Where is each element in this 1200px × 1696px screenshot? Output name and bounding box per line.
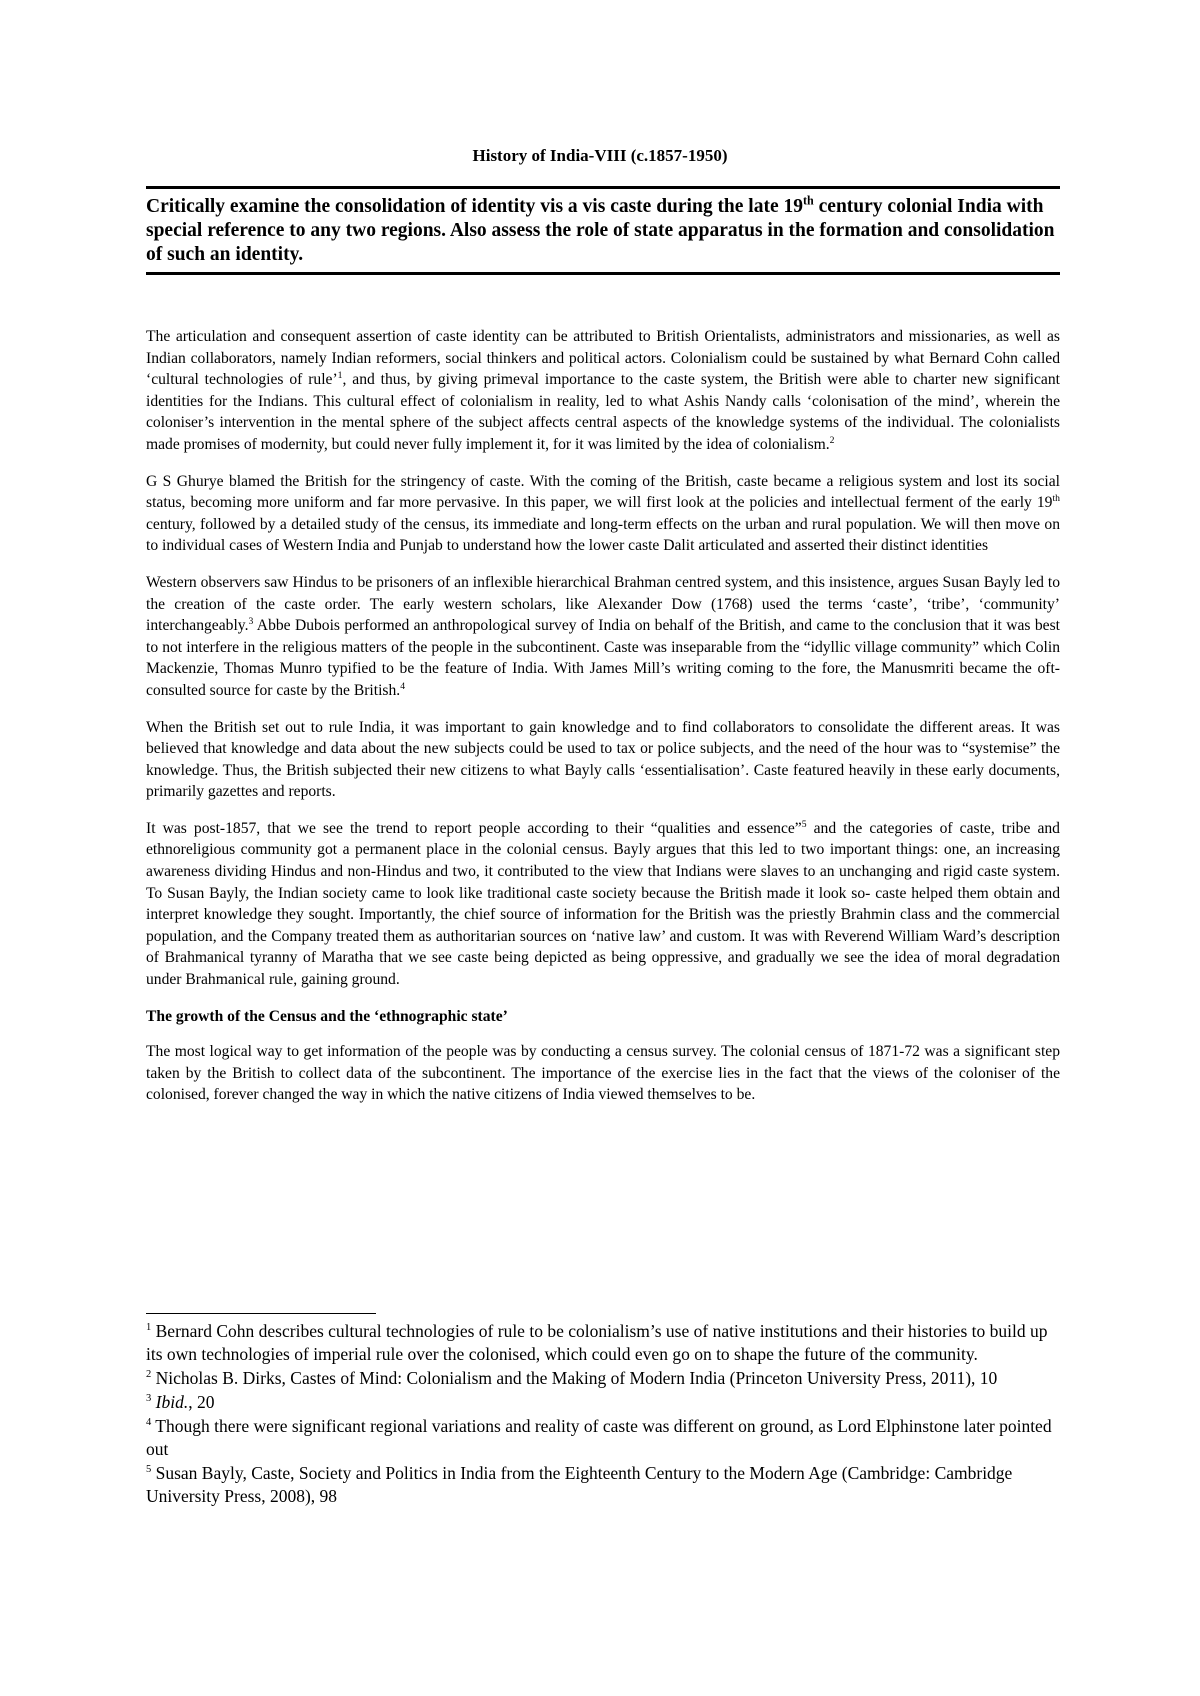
essay-question: [146, 186, 1060, 275]
paragraph-5-text-b: and the categories of caste, tribe and ethnoreligious community got a permanent place in the colonial census. Bayly argues that this led to two important things: one, an increasing awareness dividing Hindus and non-Hindus and two, it contributed to the view that Indians were slaves to an unchanging and rigid caste system. To Susan Bayly, the Indian society came to look like traditional caste society because the British made it look so- caste helped them obtain and interpret knowledge they sought. Importantly, the chief source of information for the British was the priestly Brahmin class and the commercial population, and the Company treated them as authoritarian sources on ‘native law’ and custom. It was with Reverend William Ward’s description of Brahmanical tyranny of Maratha that we see caste being depicted as being oppressive, and gradually we see the idea of moral degradation under Brahmanical rule, gaining ground.: [146, 819, 1060, 989]
footnote-1: [146, 1320, 1060, 1366]
footnote-ibid: Ibid.: [155, 1392, 189, 1412]
footnote-4: [146, 1415, 1060, 1461]
paragraph-2-text-b: century, followed by a detailed study of the census, its immediate and long-term effects on the urban and rural population. We will then move on to individual cases of Western India and Punjab to understand how the lower caste Dalit articulated and asserted their distinct identities: [146, 515, 1060, 555]
footnote-ref-5[interactable]: 5: [801, 818, 807, 830]
paragraph-1-text-b: , and thus, by giving primeval importance to the caste system, the British were able to charter new significant identities for the Indians. This cultural effect of colonialism in reality, led to what Ashis Nandy calls ‘colonisation of the mind’, wherein the coloniser’s intervention in the mental sphere of the subject affects central aspects of the knowledge systems of the individual. The colonialists made promises of modernity, but could never fully implement it, for it was limited by the idea of colonialism.: [146, 371, 1060, 453]
paragraph-1: [146, 326, 1060, 456]
footnote-text: Though there were significant regional variations and reality of caste was different on ground, as Lord Elphinstone later pointed out: [146, 1416, 1052, 1459]
footnote-ref-4[interactable]: 4: [400, 680, 406, 692]
footnote-2: [146, 1367, 1060, 1390]
paragraph-5-text-a: It was post-1857, that we see the trend to report people according to their “qualities and essence”: [146, 819, 802, 837]
footnote-number: 5: [146, 1464, 152, 1476]
paragraph-2-superscript: th: [1052, 492, 1060, 504]
footnote-number: 1: [146, 1322, 152, 1334]
footnote-5: [146, 1462, 1060, 1508]
paragraph-5: [146, 818, 1060, 991]
paragraph-2-text-a: G S Ghurye blamed the British for the stringency of caste. With the coming of the British, caste became a religious system and lost its social status, becoming more uniform and far more pervasive. In this paper, we will first look at the policies and intellectual ferment of the early 19: [146, 472, 1060, 512]
paragraph-6: The most logical way to get information of the people was by conducting a census survey. The colonial census of 1871-72 was a significant step taken by the British to collect data of the subcontinent. The importance of the exercise lies in the fact that the views of the coloniser of the colonised, forever changed the way in which the native citizens of India viewed themselves to be.: [146, 1043, 1060, 1104]
question-superscript: th: [803, 193, 814, 208]
paragraph-4: When the British set out to rule India, it was important to gain knowledge and to find collaborators to consolidate the different areas. It was believed that knowledge and data about the new subjects could be used to tax or police subjects, and the need of the hour was to “systemise” the knowledge. Thus, the British subjected their new citizens to what Bayly calls ‘essentialisation’. Caste featured heavily in these early documents, primarily gazettes and reports.: [146, 718, 1060, 801]
footnote-ref-1[interactable]: 1: [337, 370, 343, 381]
footnote-number: 2: [146, 1369, 152, 1381]
course-header: History of India-VIII (c.1857-1950): [472, 146, 728, 165]
footnote-ref-2[interactable]: 2: [829, 434, 835, 446]
footnote-separator: [146, 1313, 376, 1314]
paragraph-2: [146, 471, 1060, 557]
footnote-number: 3: [146, 1393, 152, 1405]
footnotes: [146, 1320, 1060, 1509]
section-heading: The growth of the Census and the ‘ethnographic state’: [146, 1007, 508, 1025]
footnote-3: [146, 1391, 1060, 1414]
paragraph-3-text-b: Abbe Dubois performed an anthropological survey of India on behalf of the British, and came to the conclusion that it was best to not interfere in the religious matters of the people in the subcontinent. Caste was inseparable from the “idyllic village community” which Colin Mackenzie, Thomas Munro typified to be the feature of India. With James Mill’s writing coming to the fore, the Manusmriti became the oft-consulted source for caste by the British.: [146, 617, 1060, 699]
footnote-number: 4: [146, 1417, 152, 1429]
question-text-part2: century colonial India with special reference to any two regions. Also assess the role of state apparatus in the formation and consolidation of such an identity.: [146, 196, 1055, 265]
paragraph-3: [146, 572, 1060, 702]
footnote-text: , 20: [188, 1392, 215, 1412]
footnote-text: Bernard Cohn describes cultural technologies of rule to be colonialism’s use of native institutions and their histories to build up its own technologies of imperial rule over the colonised, which could even go on to shape the future of the community.: [146, 1321, 1048, 1364]
footnote-text: Susan Bayly, Caste, Society and Politics in India from the Eighteenth Century to the Modern Age (Cambridge: Cambridge University Press, 2008), 98: [146, 1463, 1013, 1506]
paragraph-1-text-a: The articulation and consequent assertion of caste identity can be attributed to British Orientalists, administrators and missionaries, as well as Indian collaborators, namely Indian reformers, social thinkers and political actors. Colonialism could be sustained by what Bernard Cohn called ‘cultural technologies of rule’: [146, 328, 1060, 389]
question-text-part1: Critically examine the consolidation of identity vis a vis caste during the late 19: [146, 196, 804, 217]
paragraph-3-text-a: Western observers saw Hindus to be prisoners of an inflexible hierarchical Brahman centred system, and this insistence, argues Susan Bayly led to the creation of the caste order. The early western scholars, like Alexander Dow (1768) used the terms ‘caste’, ‘tribe’, ‘community’ interchangeably.: [146, 573, 1060, 635]
essay-body: [146, 326, 1060, 1121]
footnote-ref-3[interactable]: 3: [248, 615, 254, 627]
footnote-text: Nicholas B. Dirks, Castes of Mind: Colonialism and the Making of Modern India (Princeton University Press, 2011), 10: [151, 1368, 998, 1388]
